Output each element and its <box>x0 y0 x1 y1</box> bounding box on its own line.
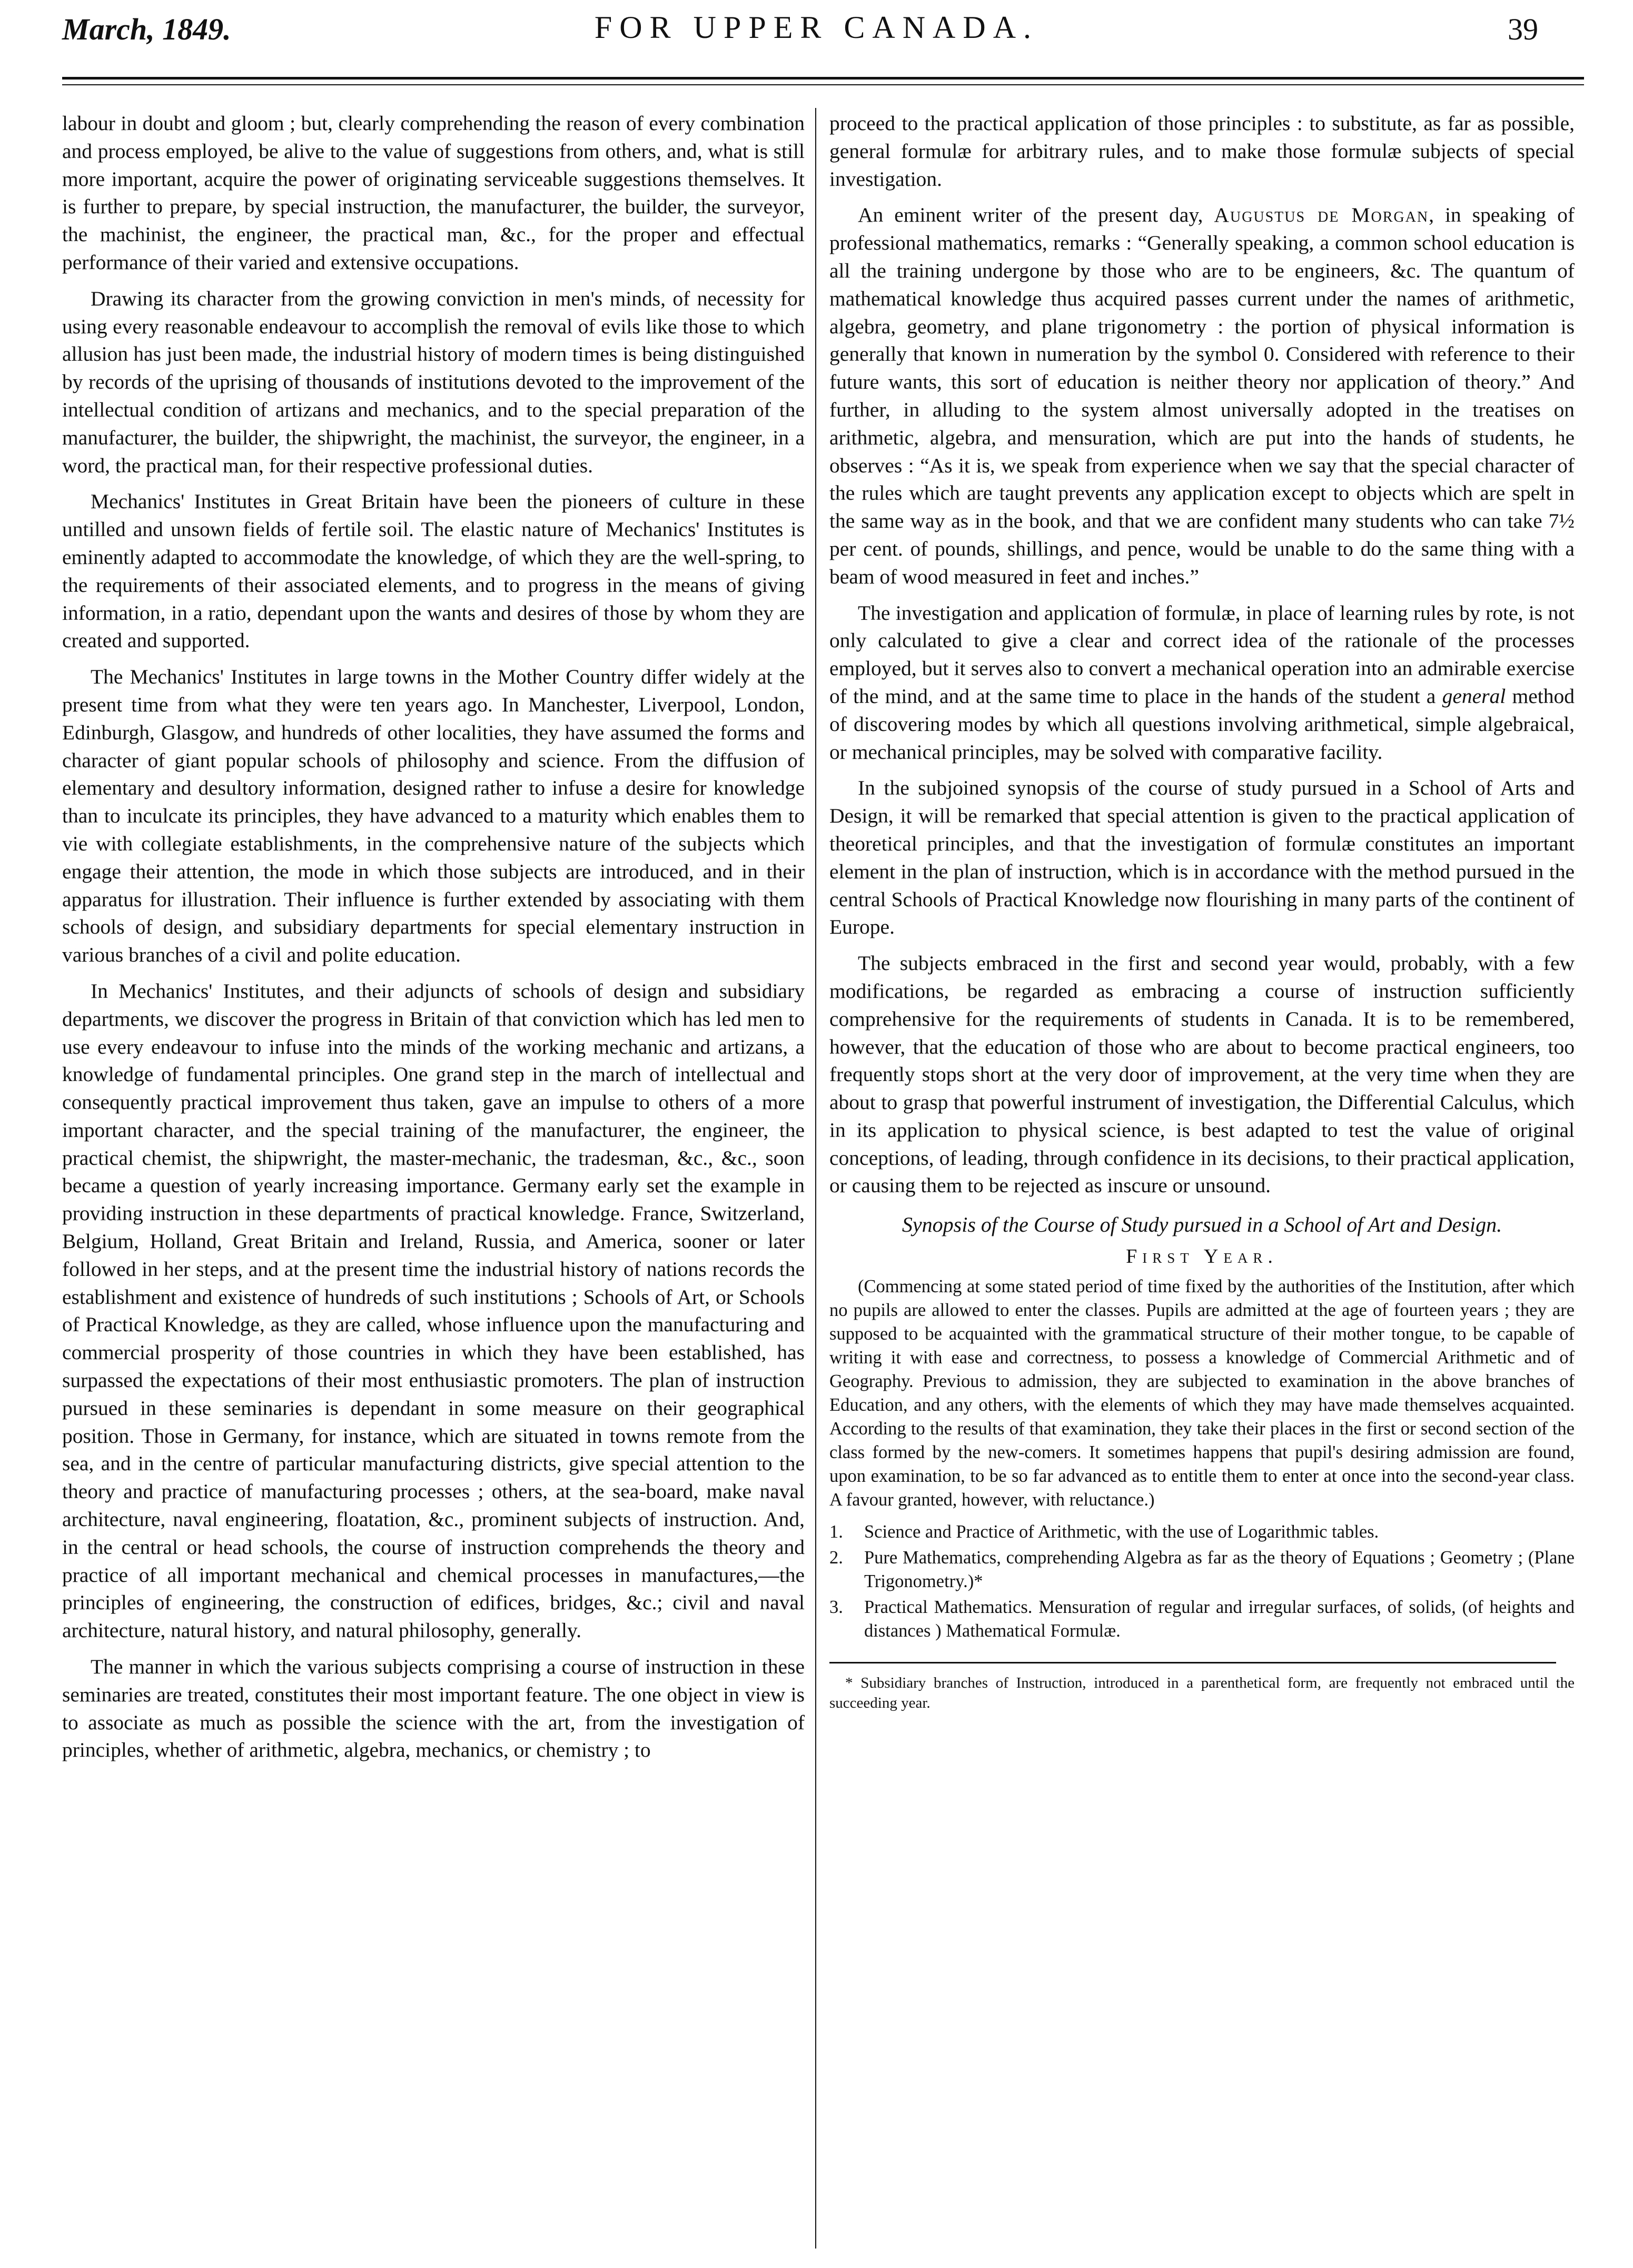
left-column <box>62 110 805 1772</box>
formulae-text-a: The investigation and application of formulæ, in place of learning rules by rote, is not only calculated to give a clear and correct idea of the rationale of the processes employed, but it serves also to convert a mechanical operation into an admirable exercise of the mind, and at the same time to place in the hands of the student a <box>829 601 1575 708</box>
header-rule-thick <box>62 77 1584 80</box>
year-heading: First Year. <box>1126 1245 1278 1268</box>
right-paragraph-3 <box>829 599 1575 766</box>
left-paragraph-4: The Mechanics' Institutes in large towns in the Mother Country differ widely at the present time from what they were ten years ago. In Manchester, Liverpool, London, Edinburgh, Glasgow, and hundreds of other localities, they have assumed the forms and character of giant popular schools of philosophy and science. From the diffusion of elementary and desultory information, designed rather to infuse a desire for knowledge than to inculcate its principles, they have advanced to a maturity which enables them to vie with collegiate establishments, in the comprehensive nature of the subjects which engage their attention, the mode in which those subjects are introduced, and in their apparatus for illustration. Their influence is further extended by associating with them schools of design, and subsidiary departments for special elementary instruction in various branches of a civil and polite education. <box>62 665 805 967</box>
list-item-text: Science and Practice of Arithmetic, with the use of Logarithmic tables. <box>864 1522 1379 1542</box>
list-item <box>829 1596 1575 1643</box>
quote-intro: An eminent writer of the present day, <box>858 203 1203 227</box>
left-paragraph-5: In Mechanics' Institutes, and their adjuncts of schools of design and subsidiary departments, we discover the progress in Britain of that conviction which has led men to use every endeavour to infuse into the minds of the working mechanic and artizans, a knowledge of fundamental principles. One grand step in the march of intellectual and consequently practical improvement thus taken, gave an impulse to others of a more important character, and the special training of the manufacturer, the engineer, the practical chemist, the shipwright, the master-mechanic, the tradesman, &c., &c., soon became a question of yearly increasing importance. Germany early set the example in providing instruction in these departments of practical knowledge. France, Switzerland, Belgium, Holland, Great Britain and Ireland, Russia, and America, sooner or later followed in her steps, and at the present time the industrial history of nations records the establishment and existence of hundreds of such institutions ; Schools of Art, or Schools of Practical Knowledge, as they are called, whose influence upon the manufacturing and commercial prosperity of those countries in which they have been established, has surpassed the expectations of their most enthusiastic promoters. The plan of instruction pursued in these seminaries is dependant in some measure on their geographical position. Those in Germany, for instance, which are situated in towns remote from the sea, and in the centre of particular manufacturing districts, give special attention to the theory and practice of manufacturing processes ; others, at the sea-board, make naval architecture, naval engineering, floatation, &c., prominent subjects of instruction. And, in the central or head schools, the course of instruction comprehends the theory and practice of all important mechanical and chemical processes in manufactures,—the principles of engineering, the construction of edifices, bridges, &c.; civil and naval architecture, natural history, and natural philosophy, generally. <box>62 979 805 1642</box>
list-item-number: 2. <box>829 1548 843 1568</box>
header-date: March, 1849. <box>62 12 231 46</box>
list-item-number: 3. <box>829 1597 843 1618</box>
author-name: Augustus de Morgan <box>1214 203 1429 227</box>
right-paragraph-4: In the subjoined synopsis of the course of study pursued in a School of Arts and Design, it will be remarked that special attention is given to the practical application of theoretical principles, and that the investigation of formulæ constitutes an important element in the plan of instruction, which is in accordance with the method pursued in the central Schools of Practical Knowledge now flourishing in many parts of the continent of Europe. <box>829 776 1575 939</box>
emphasis-general: general <box>1442 684 1506 708</box>
list-item-number: 1. <box>829 1522 843 1542</box>
footnote: * Subsidiary branches of Instruction, introduced in a parenthetical form, are frequently not embraced until the succeeding year. <box>829 1675 1575 1712</box>
left-paragraph-6: The manner in which the various subjects comprising a course of instruction in these seminaries are treated, constitutes their most important feature. The one object in view is to associate as much as possible the science with the art, from the investigation of principles, whether of arithmetic, algebra, mechanics, or chemistry ; to <box>62 1655 805 1762</box>
left-paragraph-2: Drawing its character from the growing conviction in men's minds, of necessity for using every reasonable endeavour to accomplish the removal of evils like those to which allusion has just been made, the industrial history of modern times is being distinguished by records of the uprising of thousands of institutions devoted to the improvement of the intellectual condition of artizans and mechanics, and to the special preparation of the manufacturer, the builder, the shipwright, the machinist, the surveyor, the engineer, in a word, the practical man, for their respective professional duties. <box>62 286 805 477</box>
right-paragraph-5: The subjects embraced in the first and second year would, probably, with a few modifications, be regarded as embracing a course of instruction sufficiently comprehensive for the requirements of students in Canada. It is to be remembered, however, that the education of those who are about to become practical engineers, too frequently stops short at the very door of improvement, at the very time when they are about to grasp that powerful instrument of investigation, the Differential Calculus, which in its application to physical science, is best adapted to test the value of original conceptions, of leading, through confidence in its decisions, to their practical application, or causing them to be rejected as inscure or unsound. <box>829 952 1575 1197</box>
admission-note: (Commencing at some stated period of time fixed by the authorities of the Institution, after which no pupils are allowed to enter the classes. Pupils are admitted at the age of fourteen years ; they are supposed to be acquainted with the grammatical structure of their mother tongue, to be capable of writing it with ease and correctness, to possess a knowledge of Commercial Arithmetic and of Geography. Previous to admission, they are subjected to examination in the above branches of Education, and any others, with the elements of which they may have made themselves acquainted. According to the results of that examination, they take their places in the first or second section of the class formed by the new-comers. It sometimes happens that pupil's desiring admission are found, upon examination, to be so far advanced as to entitle them to enter at once into the second-year class. A favour granted, however, with reluctance.) <box>829 1276 1575 1510</box>
right-column <box>829 110 1575 1713</box>
column-divider <box>815 108 816 2249</box>
list-item-text: Pure Mathematics, comprehending Algebra as far as the theory of Equations ; Geometry ; (Plane Trigonometry.)* <box>864 1548 1575 1592</box>
list-item <box>829 1546 1575 1593</box>
list-item-text: Practical Mathematics. Mensuration of regular and irregular surfaces, of solids, (of heights and distances ) Mathematical Formulæ. <box>864 1597 1575 1641</box>
left-paragraph-3: Mechanics' Institutes in Great Britain have been the pioneers of culture in these untilled and unsown fields of fertile soil. The elastic nature of Mechanics' Institutes is eminently adapted to accommodate the knowledge, of which they are the well-spring, to the requirements of their associated elements, and to progress in the means of giving information, in a ratio, dependant upon the wants and desires of those by whom they are created and supported. <box>62 490 805 652</box>
right-paragraph-2 <box>829 201 1575 590</box>
subject-list <box>829 1520 1575 1643</box>
synopsis-title: Synopsis of the Course of Study pursued in a School of Art and Design. <box>902 1213 1502 1237</box>
right-paragraph-1: proceed to the practical application of those principles : to substitute, as far as possible, general formulæ for arbitrary rules, and to make those formulæ subjects of special investigation. <box>829 112 1575 191</box>
header-rule-thin <box>62 84 1584 85</box>
footnote-rule <box>829 1662 1556 1663</box>
formulae-text-b: method of discovering modes by which all questions involving arithmetical, simple algebraical, or mechanical principles, may be solved with comparative facility. <box>829 684 1575 764</box>
list-item <box>829 1520 1575 1544</box>
running-header <box>0 4 1633 67</box>
left-paragraph-1: labour in doubt and gloom ; but, clearly comprehending the reason of every combination and process employed, be alive to the value of suggestions from others, and, what is still more important, acquire the power of originating serviceable suggestions themselves. It is further to prepare, by special instruction, the manufacturer, the builder, the surveyor, the machinist, the engineer, the practical man, &c., for the proper and effectual performance of their varied and extensive occupations. <box>62 112 805 274</box>
quote-body: , in speaking of professional mathematics, remarks : “Generally speaking, a common school education is all the training undergone by those who are to be engineers, &c. The quantum of mathematical knowledge thus acquired passes current under the names of arithmetic, algebra, geometry, and plane trigonometry : the portion of physical information is generally that known in numeration by the symbol 0. Considered with reference to their future wants, this sort of education is neither theory nor application of theory.” And further, in alluding to the system almost universally adopted in the treatises on arithmetic, algebra, and mensuration, which are put into the hands of students, he observes : “As it is, we speak from experience when we say that the special character of the rules which are taught prevents any application except to objects which are spelt in the same way as in the book, and that we are confident many students who can take 7½ per cent. of pounds, shillings, and pence, would be unable to do the same thing with a beam of wood measured in feet and inches.” <box>829 203 1575 588</box>
header-title: FOR UPPER CANADA. <box>594 10 1039 45</box>
page-number: 39 <box>1508 12 1538 46</box>
